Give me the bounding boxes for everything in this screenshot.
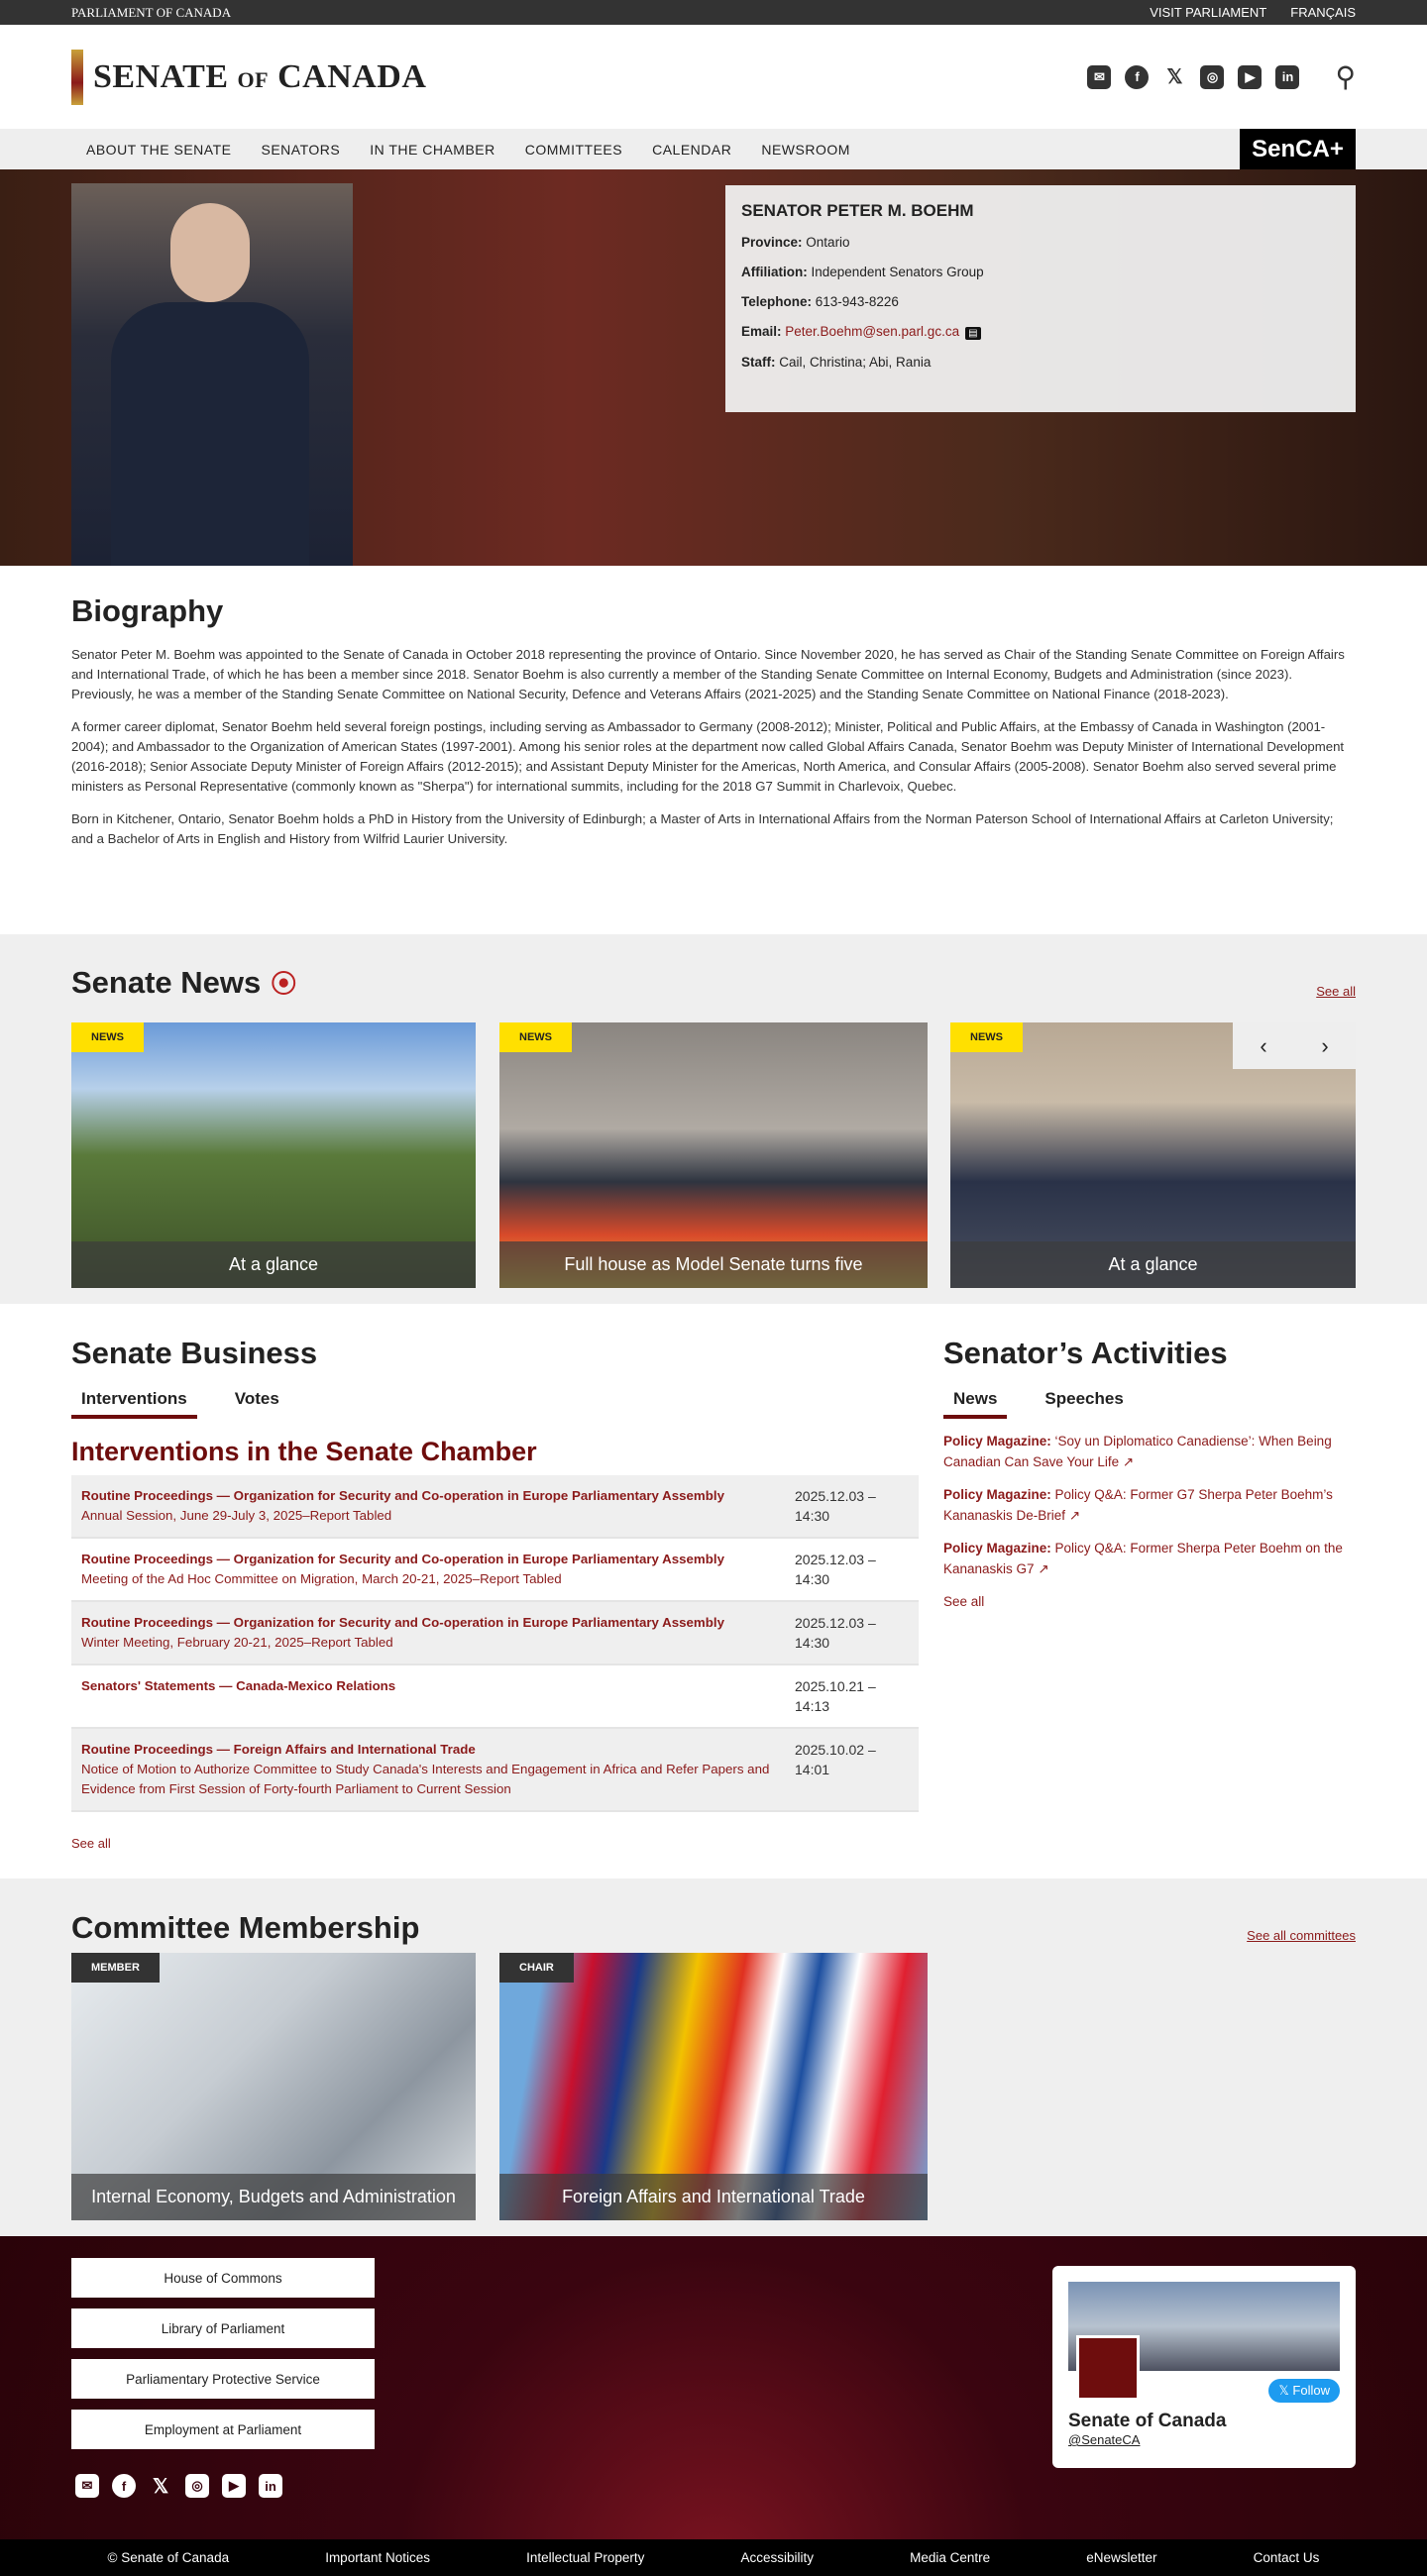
senate-business-section: [0, 1304, 1427, 1878]
language-toggle[interactable]: FRANÇAIS: [1290, 4, 1356, 20]
committee-caption: Internal Economy, Budgets and Administration: [71, 2174, 476, 2220]
logo-of: OF: [237, 66, 270, 92]
intervention-link[interactable]: Routine Proceedings — Foreign Affairs and International Trade: [81, 1742, 476, 1757]
bio-paragraph: Born in Kitchener, Ontario, Senator Boehm holds a PhD in History from the University of Edinburgh; a Master of Arts in International Affairs from the Norman Paterson School of International Affairs at Carleton University; and a Bachelor of Arts in English and History from Wilfrid Laurier University.: [71, 811, 1334, 846]
news-title: Senate News: [71, 965, 262, 1000]
telephone-label: Telephone:: [741, 294, 813, 309]
intervention-row: [71, 1664, 919, 1728]
instagram-icon[interactable]: ◎: [185, 2474, 209, 2498]
main-nav: [0, 129, 1427, 169]
external-link-icon: ↗: [1038, 1561, 1049, 1576]
committee-role-badge: MEMBER: [71, 1953, 160, 1983]
committee-caption: Foreign Affairs and International Trade: [499, 2174, 928, 2220]
logo-text-end: CANADA: [277, 57, 427, 95]
nav-senators[interactable]: SENATORS: [261, 141, 341, 158]
senator-portrait: [71, 183, 353, 566]
activity-link[interactable]: Policy Magazine: ‘Soy un Diplomatico Canadiense’: When Being Canadian Can Save Your Life ↗: [943, 1434, 1332, 1469]
intervention-link[interactable]: Senators' Statements — Canada-Mexico Relations: [81, 1678, 396, 1693]
senator-hero: [0, 169, 1427, 566]
youtube-icon[interactable]: ▶: [222, 2474, 246, 2498]
external-link-icon: ↗: [1122, 1454, 1135, 1469]
activity-link[interactable]: Policy Magazine: Policy Q&A: Former G7 Sherpa Peter Boehm’s Kananaskis De-Brief ↗: [943, 1487, 1333, 1523]
interventions-heading: Interventions in the Senate Chamber: [71, 1437, 537, 1466]
instagram-icon[interactable]: ◎: [1200, 65, 1224, 89]
intervention-subtitle[interactable]: Meeting of the Ad Hoc Committee on Migration, March 20-21, 2025–Report Tabled: [81, 1571, 562, 1586]
senate-news-section: [0, 934, 1427, 1304]
nav-about[interactable]: ABOUT THE SENATE: [86, 141, 232, 158]
province-label: Province:: [741, 235, 803, 250]
contact-card-icon[interactable]: ▤: [965, 327, 980, 340]
intervention-row: [71, 1601, 919, 1664]
bio-paragraph: Senator Peter M. Boehm was appointed to the Senate of Canada in October 2018 representing the province of Ontario. Since November 2020, he has served as Chair of the Standing Senate Committee on Foreign Affairs and International Trade, of which he has been a member since 2018. Senator Boehm is also currently a member of the Standing Senate Committee on Internal Economy, Budgets and Administration (since 2023). Previously, he was a member of the Standing Senate Committee on National Security, Defence and Veterans Affairs (2021-2025) and the Standing Senate Committee on National Finance (2018-2023).: [71, 647, 1345, 701]
news-card[interactable]: [499, 1022, 928, 1288]
senca-plus-button[interactable]: SenCA+: [1240, 129, 1356, 169]
intervention-subtitle[interactable]: Annual Session, June 29-July 3, 2025–Report Tabled: [81, 1508, 392, 1523]
activities-title: Senator’s Activities: [943, 1336, 1228, 1370]
visit-parliament-link[interactable]: VISIT PARLIAMENT: [1150, 4, 1267, 20]
linkedin-icon[interactable]: in: [1275, 65, 1299, 89]
intervention-link[interactable]: Routine Proceedings — Organization for Security and Co-operation in Europe Parliamentary Assembly: [81, 1488, 724, 1503]
footer-intellectual-property[interactable]: Intellectual Property: [526, 2550, 645, 2565]
email-label: Email:: [741, 324, 782, 339]
committee-role-badge: CHAIR: [499, 1953, 574, 1983]
staff-label: Staff:: [741, 355, 776, 370]
news-caption: At a glance: [950, 1241, 1356, 1288]
news-badge: NEWS: [499, 1022, 572, 1052]
news-caption: Full house as Model Senate turns five: [499, 1241, 928, 1288]
footer-link-protective[interactable]: Parliamentary Protective Service: [71, 2359, 375, 2399]
footer-link-library[interactable]: Library of Parliament: [71, 2308, 375, 2348]
x-icon[interactable]: 𝕏: [152, 2475, 169, 2498]
activity-link[interactable]: Policy Magazine: Policy Q&A: Former Sherpa Peter Boehm on the Kananaskis G7 ↗: [943, 1541, 1343, 1576]
facebook-icon[interactable]: f: [1125, 65, 1149, 89]
news-card[interactable]: [71, 1022, 476, 1288]
interventions-table: [71, 1475, 919, 1812]
logo-text: SENATE: [93, 57, 229, 95]
rss-icon[interactable]: ⦿: [271, 969, 297, 999]
nav-newsroom[interactable]: NEWSROOM: [761, 141, 850, 158]
intervention-row: [71, 1728, 919, 1811]
external-link-icon: ↗: [1068, 1508, 1081, 1523]
senate-logo[interactable]: [71, 50, 426, 105]
news-badge: NEWS: [950, 1022, 1023, 1052]
news-card[interactable]: [950, 1022, 1356, 1288]
intervention-date: 2025.12.03 – 14:30: [785, 1538, 919, 1601]
business-title: Senate Business: [71, 1336, 318, 1370]
copyright: © Senate of Canada: [107, 2550, 230, 2565]
footer-contact-us[interactable]: Contact Us: [1253, 2550, 1320, 2565]
activities-section: [943, 1336, 1360, 1618]
email-icon[interactable]: ✉: [75, 2474, 99, 2498]
carousel-controls: [1233, 1022, 1356, 1069]
x-icon[interactable]: 𝕏: [1166, 66, 1183, 88]
footer-media-centre[interactable]: Media Centre: [910, 2550, 991, 2565]
twitter-follow-button[interactable]: 𝕏 Follow: [1268, 2379, 1340, 2403]
footer-enewsletter[interactable]: eNewsletter: [1086, 2550, 1157, 2565]
committees-title: Committee Membership: [71, 1910, 420, 1945]
footer-link-employment[interactable]: Employment at Parliament: [71, 2410, 375, 2449]
intervention-date: 2025.12.03 – 14:30: [785, 1601, 919, 1664]
biography-section: [0, 566, 1427, 849]
twitter-avatar: [1076, 2335, 1140, 2401]
committee-card[interactable]: [71, 1953, 476, 2220]
intervention-link[interactable]: Routine Proceedings — Organization for Security and Co-operation in Europe Parliamentary Assembly: [81, 1552, 724, 1566]
site-header: [0, 25, 1427, 129]
nav-committees[interactable]: COMMITTEES: [524, 141, 623, 158]
biography-title: Biography: [71, 593, 224, 628]
affiliation-value: Independent Senators Group: [811, 265, 984, 279]
footer-bottom-bar: [0, 2539, 1427, 2576]
news-see-all[interactable]: See all: [1316, 984, 1356, 999]
twitter-handle[interactable]: @SenateCA: [1068, 2432, 1141, 2447]
intervention-date: 2025.10.21 – 14:13: [785, 1664, 919, 1728]
twitter-widget: [1052, 2266, 1356, 2468]
intervention-row: [71, 1475, 919, 1538]
twitter-name: Senate of Canada: [1068, 2411, 1227, 2431]
staff-value: Cail, Christina; Abi, Rania: [779, 355, 932, 370]
social-links: [1087, 60, 1356, 93]
committee-membership-section: [0, 1878, 1427, 2236]
linkedin-icon[interactable]: in: [259, 2474, 282, 2498]
nav-chamber[interactable]: IN THE CHAMBER: [370, 141, 495, 158]
site-footer: [0, 2236, 1427, 2539]
parliament-link[interactable]: PARLIAMENT OF CANADA: [71, 4, 232, 20]
senator-name: SENATOR PETER M. BOEHM: [741, 201, 974, 220]
facebook-icon[interactable]: f: [112, 2474, 136, 2498]
chevron-left-icon[interactable]: ‹: [1260, 1032, 1267, 1058]
tab-speeches[interactable]: Speeches: [1044, 1389, 1124, 1408]
news-badge: NEWS: [71, 1022, 144, 1052]
tab-interventions[interactable]: Interventions: [71, 1389, 197, 1419]
mace-icon: [71, 50, 83, 105]
youtube-icon[interactable]: ▶: [1238, 65, 1262, 89]
footer-link-commons[interactable]: House of Commons: [71, 2258, 375, 2298]
telephone-value: 613-943-8226: [815, 294, 899, 309]
tab-votes[interactable]: Votes: [234, 1389, 279, 1408]
search-icon[interactable]: ⚲: [1335, 61, 1356, 92]
committee-card[interactable]: [499, 1953, 928, 2220]
senator-info-box: [725, 185, 1356, 412]
email-link[interactable]: Peter.Boehm@sen.parl.gc.ca: [785, 324, 960, 339]
intervention-row: [71, 1538, 919, 1601]
province-value: Ontario: [806, 235, 850, 250]
tab-news[interactable]: News: [943, 1389, 1007, 1419]
footer-accessibility[interactable]: Accessibility: [740, 2550, 815, 2565]
bio-paragraph: A former career diplomat, Senator Boehm held several foreign postings, including serving as Ambassador to Germany (2008-2012); Minister, Political and Public Affairs, at the Embassy of Canada in Washington (2001-2004); and Ambassador to the Organization of American States (1997-2001). Among his senior roles at the department now called Global Affairs Canada, Senator Boehm was Deputy Minister of International Development (2016-2018); Senior Associate Deputy Minister of Foreign Affairs (2012-2015); and Assistant Deputy Minister for the Americas, North America, and Consular Affairs (2005-2008). Senator Boehm also served several prime ministers as Personal Representative (commonly known as "Sherpa") for international summits, including for the 2018 G7 Summit in Charlevoix, Quebec.: [71, 719, 1345, 794]
activities-see-all[interactable]: See all: [943, 1594, 985, 1609]
affiliation-label: Affiliation:: [741, 265, 808, 279]
footer-important-notices[interactable]: Important Notices: [325, 2550, 430, 2565]
intervention-subtitle[interactable]: Winter Meeting, February 20-21, 2025–Report Tabled: [81, 1635, 393, 1650]
intervention-date: 2025.12.03 – 14:30: [785, 1475, 919, 1538]
intervention-date: 2025.10.02 – 14:01: [785, 1728, 919, 1811]
nav-calendar[interactable]: CALENDAR: [652, 141, 732, 158]
intervention-subtitle[interactable]: Notice of Motion to Authorize Committee to Study Canada's Interests and Engagement in Africa and Refer Papers and Evidence from First Session of Forty-fourth Parliament to Current Session: [81, 1762, 770, 1796]
email-icon[interactable]: ✉: [1087, 65, 1111, 89]
business-see-all[interactable]: See all: [71, 1836, 111, 1851]
top-bar: [0, 0, 1427, 25]
intervention-link[interactable]: Routine Proceedings — Organization for Security and Co-operation in Europe Parliamentary Assembly: [81, 1615, 724, 1630]
news-caption: At a glance: [71, 1241, 476, 1288]
chevron-right-icon[interactable]: ›: [1321, 1032, 1329, 1058]
committees-see-all[interactable]: See all committees: [1247, 1928, 1356, 1943]
